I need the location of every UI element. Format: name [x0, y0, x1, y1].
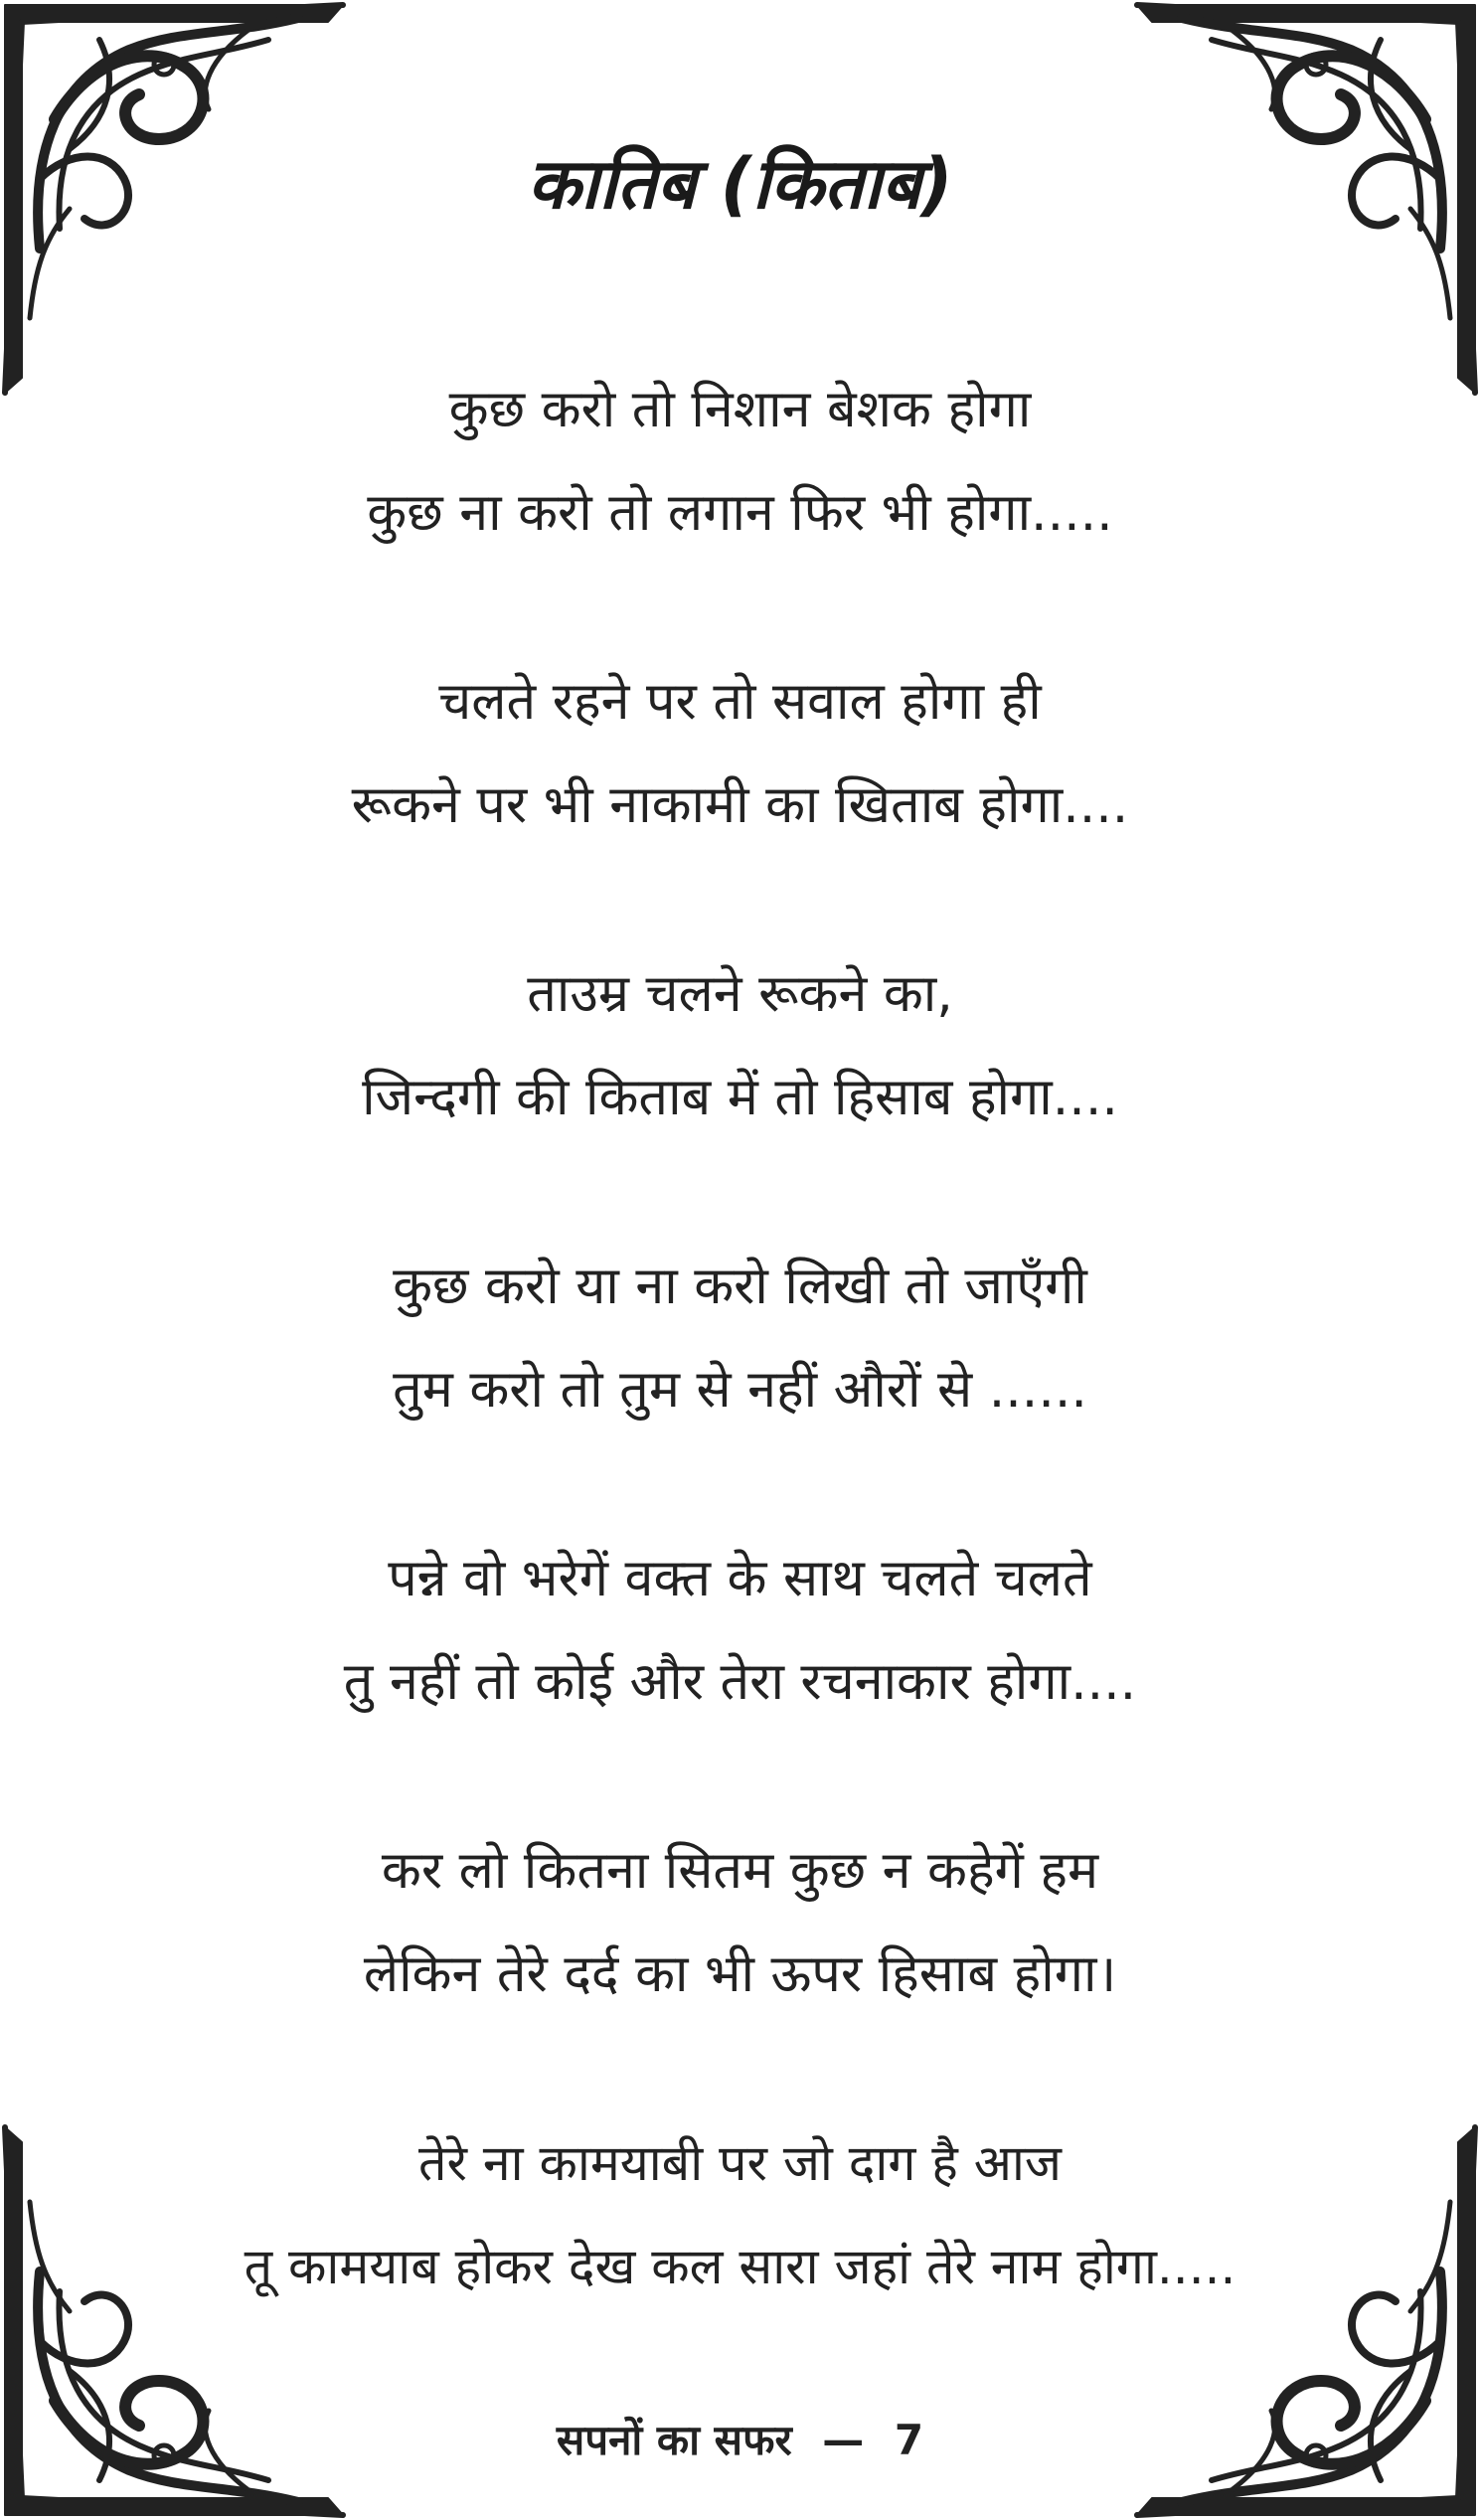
poem-line: लेकिन तेरे दर्द का भी ऊपर हिसाब होगा।: [363, 1944, 1117, 2004]
stanza-4: [0, 1235, 1480, 1527]
poem-line: रूकने पर भी नाकामी का खिताब होगा....: [351, 775, 1129, 835]
poem-line: कुछ करो तो निशान बेशक होगा: [448, 380, 1032, 439]
footer-separator: —: [822, 2416, 865, 2464]
poem-line: जिन्दगी की किताब में तो हिसाब होगा....: [362, 1068, 1118, 1127]
poem-line: तुम करो तो तुम से नहीं औरों से ......: [393, 1360, 1087, 1420]
stanza-2: [0, 650, 1480, 942]
page-number: 7: [894, 2416, 924, 2464]
stanza-7: [0, 2111, 1480, 2404]
poem-line: कर लो कितना सितम कुछ न कहेगें हम: [381, 1841, 1099, 1901]
stanza-1: [0, 358, 1480, 650]
book-title: सपनों का सफर: [556, 2416, 792, 2464]
poem-line: तू कामयाब होकर देख कल सारा जहां तेरे नाम होगा.....: [244, 2238, 1236, 2295]
stanza-5: [0, 1527, 1480, 1819]
poem-line: तु नहीं तो कोई और तेरा रचनाकार होगा....: [343, 1652, 1137, 1712]
poem-line: कुछ ना करो तो लगान फिर भी होगा.....: [367, 483, 1113, 543]
poem-line: ताउम्र चलने रूकने का,: [527, 964, 953, 1024]
poem-line: तेरे ना कामयाबी पर जो दाग है आज: [418, 2134, 1062, 2192]
page-footer: [0, 2411, 1480, 2470]
poem-line: कुछ करो या ना करो लिखी तो जाएँगी: [393, 1257, 1087, 1316]
stanza-3: [0, 942, 1480, 1235]
poem-line: पन्ने वो भरेगें वक्त के साथ चलते चलते: [388, 1549, 1092, 1608]
poem-body: [0, 358, 1480, 2404]
poem-line: चलते रहने पर तो सवाल होगा ही: [438, 672, 1042, 732]
stanza-6: [0, 1819, 1480, 2111]
poem-title: कातिब (किताब): [527, 143, 953, 225]
